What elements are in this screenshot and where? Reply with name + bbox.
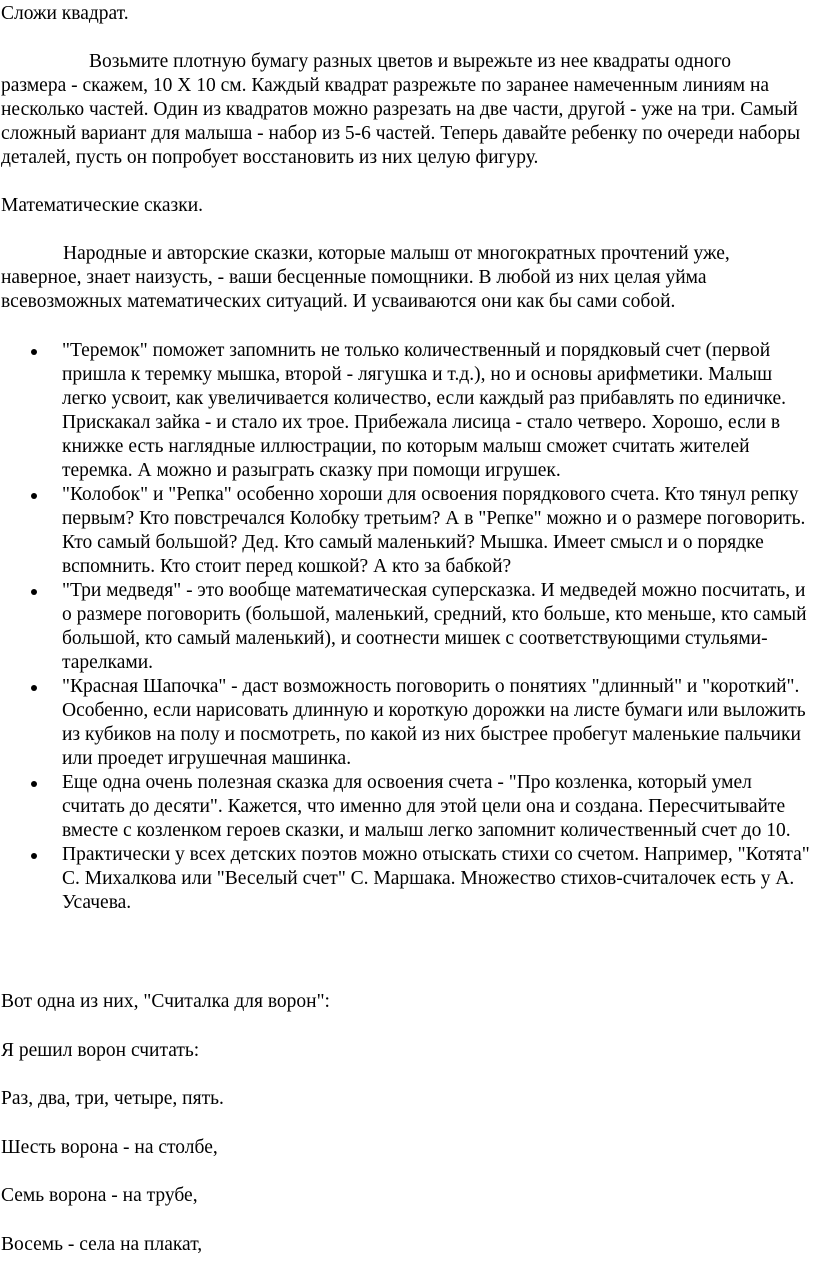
bullet-icon bbox=[31, 781, 37, 787]
section-heading-math-tales: Математические сказки. bbox=[1, 195, 203, 216]
rhyme-line: Я решил ворон считать: bbox=[1, 1040, 200, 1061]
rhyme-line: Раз, два, три, четыре, пять. bbox=[1, 1088, 224, 1109]
list-item bbox=[0, 483, 810, 579]
section-title: Сложи квадрат. bbox=[1, 3, 129, 24]
list-item bbox=[0, 339, 810, 483]
paragraph-squares: Возьмите плотную бумагу разных цветов и вырежьте из нее квадраты одного размера - скажем, 10 Х 10 см. Каждый квадрат разрежьте по заранее намеченным линиям на несколько частей. Один из квадратов можно разрезать на две части, другой - уже на три. Самый сложный вариант для малыша - набор из 5-6 частей. Теперь давайте ребенку по очереди наборы деталей, пусть он попробует восстановить из них целую фигуру. bbox=[1, 51, 801, 168]
list-item-text: "Теремок" поможет запомнить не только количественный и порядковый счет (первой пришла к теремку мышка, второй - лягушка и т.д.), но и основы арифметики. Малыш легко усвоит, как увеличивается количество, если каждый раз прибавлять по единичке. Прискакал зайка - и стало их трое. Прибежала лисица - стало четверо. Хорошо, если в книжке есть наглядные иллюстрации, по которым малыш сможет считать жителей теремка. А можно и разыграть сказку при помощи игрушек. bbox=[62, 340, 787, 481]
list-item-text: "Три медведя" - это вообще математическая суперсказка. И медведей можно посчитать, и о размере поговорить (большой, маленький, средний, кто больше, кто меньше, кто самый большой, кто самый маленький), и соотнести мишек с соответствующими стульями-тарелками. bbox=[62, 580, 807, 673]
list-item bbox=[0, 771, 810, 843]
fairy-tale-list bbox=[0, 339, 810, 915]
bullet-icon bbox=[31, 349, 37, 355]
bullet-icon bbox=[31, 589, 37, 595]
list-item-text: "Колобок" и "Репка" особенно хороши для освоения порядкового счета. Кто тянул репку первым? Кто повстречался Колобку третьим? А в "Репке" можно и о размере поговорить. Кто самый большой? Дед. Кто самый маленький? Мышка. Имеет смысл и о порядке вспомнить. Кто стоит перед кошкой? А кто за бабкой? bbox=[62, 484, 806, 577]
list-item-text: Практически у всех детских поэтов можно отыскать стихи со счетом. Например, "Котята" С. Михалкова или "Веселый счет" С. Маршака. Множество стихов-считалочек есть у А. Усачева. bbox=[62, 844, 810, 913]
rhyme-line: Восемь - села на плакат, bbox=[1, 1234, 203, 1255]
bullet-icon bbox=[31, 853, 37, 859]
list-item bbox=[0, 579, 810, 675]
list-item-text: "Красная Шапочка" - даст возможность поговорить о понятиях "длинный" и "короткий". Особенно, если нарисовать длинную и короткую дорожки на листе бумаги или выложить из кубиков на полу и посмотреть, по какой из них быстрее пробегут маленькие пальчики или проедет игрушечная машинка. bbox=[62, 676, 806, 769]
bullet-icon bbox=[31, 685, 37, 691]
paragraph-fairy-tales: Народные и авторские сказки, которые малыш от многократных прочтений уже, наверное, знает наизусть, - ваши бесценные помощники. В любой из них целая уйма всевозможных математических ситуаций. И усваиваются они как бы сами собой. bbox=[1, 243, 730, 312]
bullet-icon bbox=[31, 493, 37, 499]
list-item bbox=[0, 843, 810, 915]
rhyme-intro: Вот одна из них, "Считалка для ворон": bbox=[1, 991, 330, 1012]
rhyme-line: Семь ворона - на трубе, bbox=[1, 1185, 198, 1206]
list-item bbox=[0, 675, 810, 771]
rhyme-line: Шесть ворона - на столбе, bbox=[1, 1137, 218, 1158]
list-item-text: Еще одна очень полезная сказка для освоения счета - "Про козленка, который умел считать до десяти". Кажется, что именно для этой цели она и создана. Пересчитывайте вместе с козленком героев сказки, и малыш легко запомнит количественный счет до 10. bbox=[62, 772, 791, 841]
